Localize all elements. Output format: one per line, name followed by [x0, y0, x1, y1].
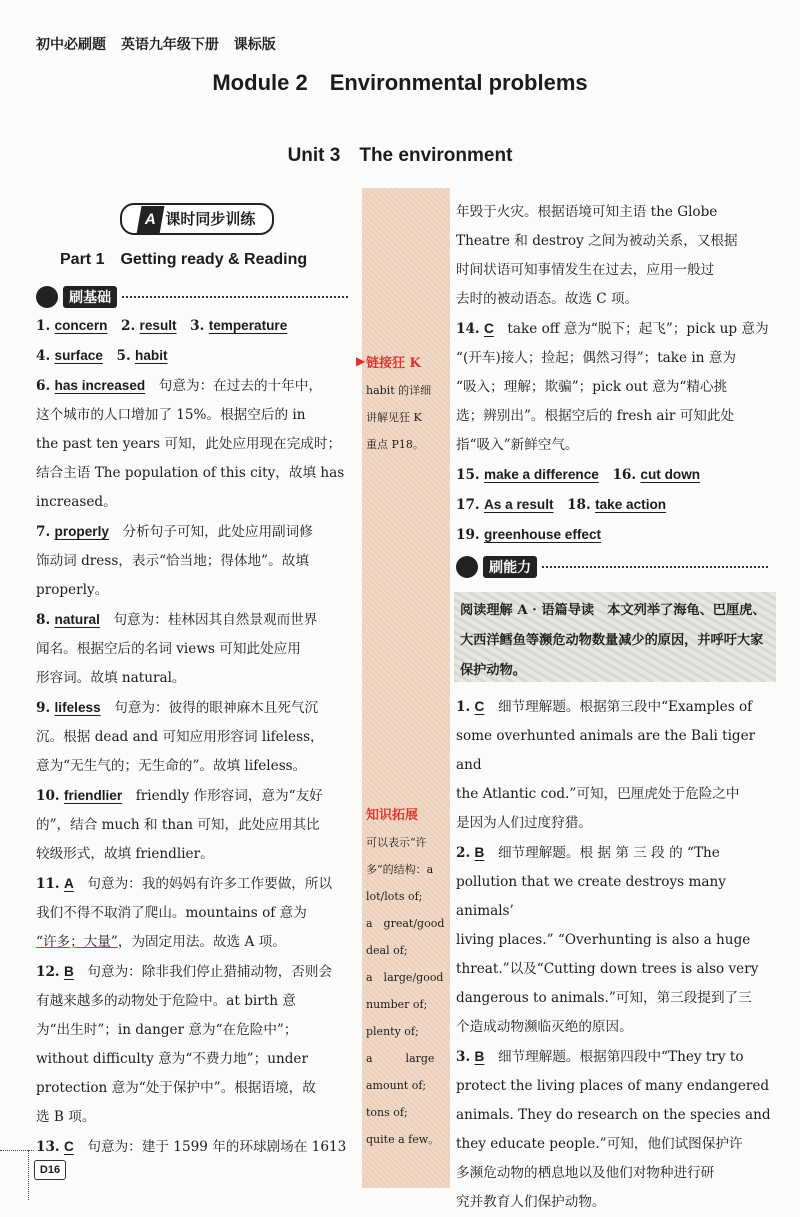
note-line: a great/good: [366, 917, 445, 930]
brush-icon: [456, 556, 478, 578]
text-line: 形容词。故填 natural。: [36, 670, 186, 686]
text-line: 7. properly 分析句子可知，此处应用副词修: [36, 524, 313, 540]
note-line: 可以表示“许: [366, 836, 427, 849]
text-line: 12. B 句意为：除非我们停止猎捕动物，否则会: [36, 964, 333, 980]
part-title: Part 1 Getting ready & Reading: [60, 251, 308, 268]
note-line: number of;: [366, 998, 428, 1011]
text-line: “(开车)接人；捡起；偶然习得”；take in 意为: [456, 350, 737, 366]
text-line: increased。: [36, 494, 117, 510]
extension-note-body: [366, 829, 450, 1153]
note-line: lot/lots of;: [366, 890, 423, 903]
text-line: Theatre 和 destroy 之间为被动关系，又根据: [456, 233, 738, 249]
text-line: 17. As a result 18. take action: [456, 497, 667, 513]
basics-label: 刷基础: [63, 286, 117, 308]
text-line: 11. A 句意为：我的妈妈有许多工作要做，所以: [36, 876, 333, 892]
note-line: 重点 P18。: [366, 438, 424, 451]
text-line: protect the living places of many endangered: [456, 1078, 770, 1094]
ability-label: 刷能力: [483, 556, 537, 578]
header-edition: 课标版: [233, 37, 276, 53]
text-line: 8. natural 句意为：桂林因其自然景观而世界: [36, 612, 318, 628]
text-line: 14. C take off 意为“脱下；起飞”；pick up 意为: [456, 321, 769, 337]
note-line: a large: [366, 1052, 435, 1065]
left-column: [36, 311, 358, 1162]
note-line: deal of;: [366, 944, 408, 957]
text-line: dangerous to animals.”可知，第三段提到了三: [456, 990, 752, 1006]
text-line: 为“出生时”；in danger 意为“在危险中”；: [36, 1022, 298, 1038]
text-line: 3. B 细节理解题。根据第四段中“They try to: [456, 1049, 744, 1065]
text-line: 我们不得不取消了爬山。mountains of 意为: [36, 905, 307, 921]
basics-heading: [36, 286, 348, 310]
text-line: pollution that we create destroys many animals’: [456, 874, 726, 919]
text-line: 9. lifeless 句意为：彼得的眼神麻木且死气沉: [36, 700, 319, 716]
extension-note: [366, 802, 450, 1153]
text-line: 选 B 项。: [36, 1109, 96, 1125]
link-note-head: 链接狂 K: [366, 356, 421, 371]
text-line: 究并教育人们保护动物。: [456, 1194, 606, 1210]
text-line: 沉。根据 dead and 可知应用形容词 lifeless，: [36, 729, 324, 745]
text-line: 饰动词 dress，表示“恰当地；得体地”。故填: [36, 553, 309, 569]
text-line: “吸入；理解；欺骗”；pick out 意为“精心挑: [456, 379, 728, 395]
divider: [122, 296, 348, 298]
section-a-badge: A: [136, 206, 164, 234]
text-line: the Atlantic cod.”可知，巴厘虎处于危险之中: [456, 786, 740, 802]
text-line: 时间状语可知事情发生在过去，应用一般过: [456, 262, 715, 278]
text-line: 15. make a difference 16. cut down: [456, 467, 701, 483]
module-title: Module 2 Environmental problems: [212, 70, 588, 95]
footer-divider: [28, 1150, 30, 1200]
link-note-arrow: ▶: [356, 354, 366, 368]
right-column-bottom: [456, 692, 778, 1217]
note-line: a large/good: [366, 971, 444, 984]
text-line: animals. They do research on the species and: [456, 1107, 771, 1123]
text-line: 年毁于火灾。根据语境可知主语 the Globe: [456, 204, 718, 220]
text-line: threat.”以及“Cutting down trees is also very: [456, 961, 759, 977]
text-line: 10. friendlier friendly 作形容词，意为“友好: [36, 788, 323, 804]
text-line: living places.” “Overhunting is also a huge: [456, 932, 751, 948]
note-line: 讲解见狂 K: [366, 411, 422, 424]
extension-note-head: 知识拓展: [366, 808, 419, 823]
text-line: they educate people.”可知，他们试图保护许: [456, 1136, 743, 1152]
text-line: 1. concern 2. result 3. temperature: [36, 318, 288, 334]
link-note: [366, 350, 450, 458]
text-line: 选；辨别出”。根据空后的 fresh air 可知此处: [456, 408, 735, 424]
text-line: 是因为人们过度狩猎。: [456, 815, 592, 831]
page-number: D16: [34, 1160, 66, 1180]
note-line: amount of;: [366, 1079, 427, 1092]
ability-heading: [456, 556, 768, 580]
text-line: without difficulty 意为“不费力地”；under: [36, 1051, 308, 1067]
header-series: 初中必刷题: [36, 37, 106, 53]
text-line: some overhunted animals are the Bali tiger and: [456, 728, 756, 773]
text-line: 去时的被动语态。故选 C 项。: [456, 291, 639, 307]
unit-title: Unit 3 The environment: [287, 145, 513, 166]
text-line: 闻名。根据空后的名词 views 可知此处应用: [36, 641, 301, 657]
text-line: 的”，结合 much 和 than 可知，此处应用其比: [36, 817, 320, 833]
text-line: 个造成动物濒临灭绝的原因。: [456, 1019, 633, 1035]
section-a-heading: [120, 203, 274, 235]
note-line: 多”的结构：a: [366, 863, 434, 876]
text-line: 13. C 句意为：建于 1599 年的环球剧场在 1613: [36, 1139, 347, 1155]
text-line: 多濒危动物的栖息地以及他们对物种进行研: [456, 1165, 715, 1181]
divider: [542, 566, 768, 568]
header-subject: 英语九年级下册: [120, 37, 219, 53]
right-column-top: [456, 198, 778, 550]
note-line: plenty of;: [366, 1025, 419, 1038]
text-line: 1. C 细节理解题。根据第三段中“Examples of: [456, 699, 753, 715]
text-line: 意为“无生气的；无生命的”。故填 lifeless。: [36, 758, 307, 774]
section-a-label: 课时同步训练: [165, 210, 256, 228]
text-line: 结合主语 The population of this city，故填 has: [36, 465, 345, 481]
note-line: quite a few。: [366, 1133, 440, 1146]
text-line: protection 意为“处于保护中”。根据语境，故: [36, 1080, 316, 1096]
note-line: habit 的详细: [366, 384, 432, 397]
text-line: “许多；大量”，为固定用法。故选 A 项。: [36, 934, 286, 950]
text-line: 较级形式，故填 friendlier。: [36, 846, 214, 862]
brush-icon: [36, 286, 58, 308]
text-line: the past ten years 可知，此处应用现在完成时；: [36, 436, 342, 452]
page-header: [36, 34, 286, 54]
reading-intro-box: 阅读理解 A · 语篇导读 本文列举了海龟、巴厘虎、大西洋鳕鱼等濒危动物数量减少的原因，并呼吁大家保护动物。: [454, 592, 776, 682]
note-line: tons of;: [366, 1106, 408, 1119]
text-line: 指“吸入”新鲜空气。: [456, 437, 579, 453]
text-line: 这个城市的人口增加了 15%。根据空后的 in: [36, 407, 306, 423]
text-line: 2. B 细节理解题。根 据 第 三 段 的 “The: [456, 845, 720, 861]
text-line: 6. has increased 句意为：在过去的十年中，: [36, 378, 322, 394]
link-note-body: [366, 377, 450, 458]
text-line: 有越来越多的动物处于危险中。at birth 意: [36, 993, 296, 1009]
text-line: 19. greenhouse effect: [456, 527, 602, 543]
text-line: 4. surface 5. habit: [36, 348, 168, 364]
text-line: properly。: [36, 582, 109, 598]
